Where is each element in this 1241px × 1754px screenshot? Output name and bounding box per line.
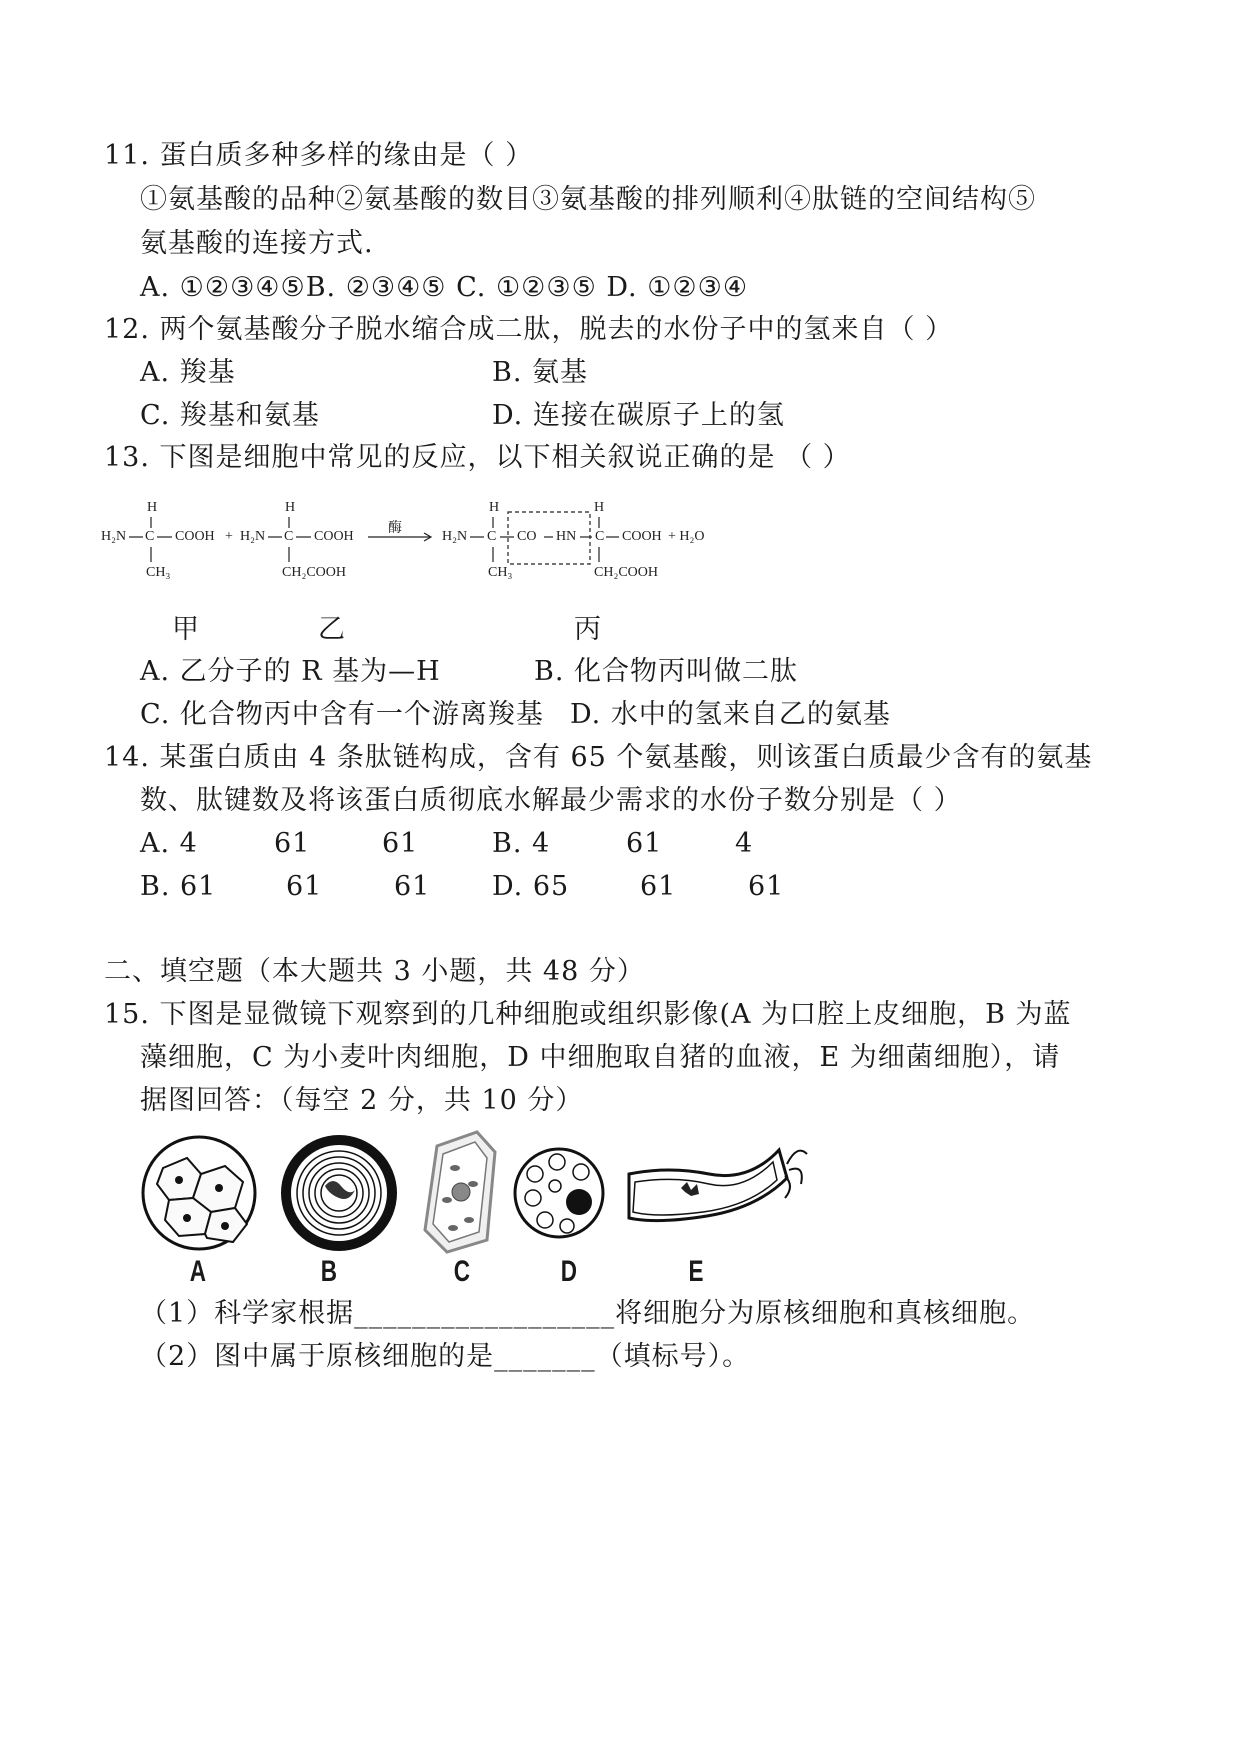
q15-line3: 据图回答：（每空 2 分，共 10 分）: [140, 1085, 584, 1116]
q14-option-b-v2: 61: [626, 828, 663, 859]
prod-c2: C: [595, 529, 605, 544]
cell-figure-e: [629, 1150, 807, 1221]
prod-h1: H: [489, 500, 500, 515]
q14-option-c-v2: 61: [286, 871, 323, 902]
mol1-h: H: [147, 500, 158, 515]
label-yi: 乙: [318, 614, 345, 645]
q12-stem: 12. 两个氨基酸分子脱水缩合成二肽，脱去的水份子中的氢来自（ ）: [104, 314, 954, 345]
q15-stem: 15. 下图是显微镜下观察到的几种细胞或组织影像(A 为口腔上皮细胞，B 为蓝: [104, 999, 1072, 1030]
cell-figure-a: [143, 1137, 255, 1249]
reaction-bonds: [0, 0, 1241, 620]
q11-options: A. ①②③④⑤B. ②③④⑤ C. ①②③⑤ D. ①②③④: [140, 272, 749, 303]
q15-line2: 藻细胞，C 为小麦叶肉细胞，D 中细胞取自猪的血液，E 为细菌细胞），请: [140, 1042, 1061, 1073]
q13-option-c: C. 化合物丙中含有一个游离羧基: [140, 699, 544, 730]
q11-line3: 氨基酸的连接方式.: [140, 228, 374, 259]
q14-option-b-label: B. 4: [492, 828, 551, 859]
mol2-cooh: COOH: [314, 529, 354, 544]
q14-option-a-v2: 61: [274, 828, 311, 859]
prod-ch2cooh: CH₂COOH: [594, 565, 658, 580]
q14-option-d-v2: 61: [640, 871, 677, 902]
enzyme-label: 酶: [388, 521, 402, 536]
q14-option-a-label: A. 4: [140, 828, 198, 859]
q14-line2: 数、肽键数及将该蛋白质彻底水解最少需求的水份子数分别是（ ）: [140, 785, 962, 816]
q14-option-a-v3: 61: [382, 828, 419, 859]
q11-stem: 11. 蛋白质多种多样的缘由是（ ）: [104, 140, 534, 171]
prod-amine: H₂N: [442, 529, 468, 544]
mol2-ch2cooh: CH₂COOH: [282, 565, 346, 580]
fig-label-e: E: [688, 1255, 704, 1288]
mol1-cooh: COOH: [175, 529, 215, 544]
fig-label-b: B: [320, 1255, 337, 1288]
fig-label-c: C: [453, 1255, 470, 1288]
mol2-c: C: [284, 529, 294, 544]
q13-option-d: D. 水中的氢来自乙的氨基: [570, 699, 891, 730]
q14-option-b-v3: 4: [735, 828, 754, 859]
prod-hn: HN: [556, 529, 577, 544]
mol1-c: C: [145, 529, 155, 544]
mol1-amine: H₂N: [101, 529, 127, 544]
cell-figure-c: [425, 1132, 495, 1252]
q14-option-c-v3: 61: [394, 871, 431, 902]
mol1-ch3: CH₃: [146, 565, 171, 580]
q13-stem: 13. 下图是细胞中常见的反应，以下相关叙说正确的是 （ ）: [104, 442, 851, 473]
q12-option-b: B. 氨基: [492, 357, 589, 388]
prod-water: + H₂O: [668, 529, 705, 544]
prod-co: CO: [517, 529, 537, 544]
prod-h2: H: [594, 500, 605, 515]
mol2-amine: H₂N: [240, 529, 266, 544]
cell-figures: [135, 1128, 835, 1263]
cell-figure-d: [515, 1149, 603, 1237]
section-title: 二、填空题（本大题共 3 小题，共 48 分）: [104, 956, 645, 987]
prod-cooh: COOH: [622, 529, 662, 544]
q11-line2: ①氨基酸的品种②氨基酸的数目③氨基酸的排列顺利④肽链的空间结构⑤: [140, 184, 1036, 215]
q14-option-c-label: B. 61: [140, 871, 217, 902]
fig-label-a: A: [189, 1255, 206, 1288]
q14-option-d-label: D. 65: [492, 871, 570, 902]
label-jia: 甲: [172, 614, 199, 645]
label-bing: 丙: [574, 614, 601, 645]
q12-option-c: C. 羧基和氨基: [140, 400, 320, 431]
mol2-h: H: [285, 500, 296, 515]
fig-label-d: D: [560, 1255, 577, 1288]
q14-option-d-v3: 61: [748, 871, 785, 902]
q12-option-d: D. 连接在碳原子上的氢: [492, 400, 785, 431]
cell-figure-b: [281, 1135, 397, 1251]
q13-option-b: B. 化合物丙叫做二肽: [534, 656, 799, 687]
plus-sign: +: [225, 529, 233, 544]
q12-option-a: A. 羧基: [140, 357, 236, 388]
q14-stem: 14. 某蛋白质由 4 条肽链构成，含有 65 个氨基酸，则该蛋白质最少含有的氨基: [104, 742, 1093, 773]
q15-sub1: （1）科学家根据__________________将细胞分为原核细胞和真核细胞。: [140, 1298, 1036, 1329]
q13-option-a: A. 乙分子的 R 基为—H: [140, 656, 441, 687]
prod-c1: C: [487, 529, 497, 544]
q15-sub2: （2）图中属于原核细胞的是_______（填标号）。: [140, 1341, 751, 1372]
prod-ch3: CH₃: [488, 565, 513, 580]
